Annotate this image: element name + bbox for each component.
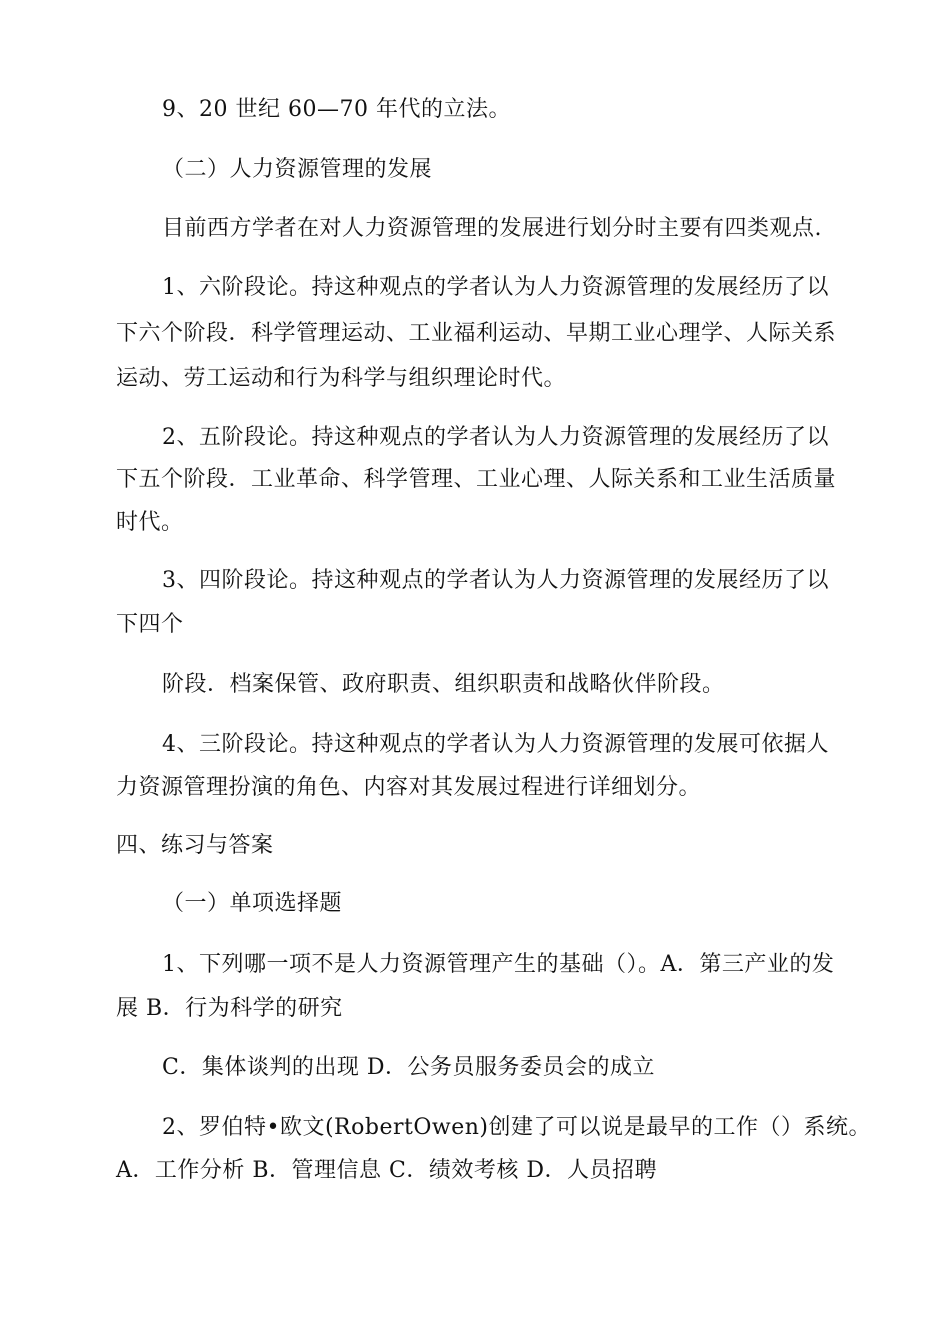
- paragraph-five-stage-line-3: 时代。: [116, 510, 184, 535]
- subsection-heading-single-choice: （一）单项选择题: [162, 891, 343, 916]
- question-1-line-2: 展 B．行为科学的研究: [116, 996, 343, 1021]
- question-1-options: C．集体谈判的出现 D．公务员服务委员会的成立: [162, 1055, 655, 1080]
- paragraph-five-stage-line-1: 2、五阶段论。持这种观点的学者认为人力资源管理的发展经历了以: [162, 425, 829, 450]
- section-heading-exercises: 四、练习与答案: [116, 833, 274, 858]
- paragraph-six-stage-line-2: 下六个阶段．科学管理运动、工业福利运动、早期工业心理学、人际关系: [116, 321, 837, 346]
- paragraph-three-stage-line-2: 力资源管理扮演的角色、内容对其发展过程进行详细划分。: [116, 775, 702, 800]
- paragraph-four-stage-line-2: 下四个: [116, 612, 184, 637]
- paragraph-three-stage-line-1: 4、三阶段论。持这种观点的学者认为人力资源管理的发展可依据人: [162, 732, 829, 757]
- paragraph-five-stage-line-2: 下五个阶段．工业革命、科学管理、工业心理、人际关系和工业生活质量: [116, 467, 837, 492]
- paragraph-four-stage-line-3: 阶段．档案保管、政府职责、组织职责和战略伙伴阶段。: [162, 672, 725, 697]
- paragraph-four-stage-line-1: 3、四阶段论。持这种观点的学者认为人力资源管理的发展经历了以: [162, 568, 829, 593]
- list-item-legislation-1960s: 9、20 世纪 60—70 年代的立法。: [162, 97, 511, 122]
- paragraph-six-stage-line-1: 1、六阶段论。持这种观点的学者认为人力资源管理的发展经历了以: [162, 275, 829, 300]
- paragraph-intro-four-views: 目前西方学者在对人力资源管理的发展进行划分时主要有四类观点.: [162, 216, 822, 241]
- question-2-options: A．工作分析 B．管理信息 C．绩效考核 D．人员招聘: [116, 1158, 658, 1183]
- question-2-line-1: 2、罗伯特•欧文(RobertOwen)创建了可以说是最早的工作（）系统。: [162, 1115, 871, 1140]
- subsection-heading-development: （二）人力资源管理的发展: [162, 157, 433, 182]
- paragraph-six-stage-line-3: 运动、劳工运动和行为科学与组织理论时代。: [116, 366, 567, 391]
- question-1-line-1: 1、下列哪一项不是人力资源管理产生的基础（）。A．第三产业的发: [162, 952, 835, 977]
